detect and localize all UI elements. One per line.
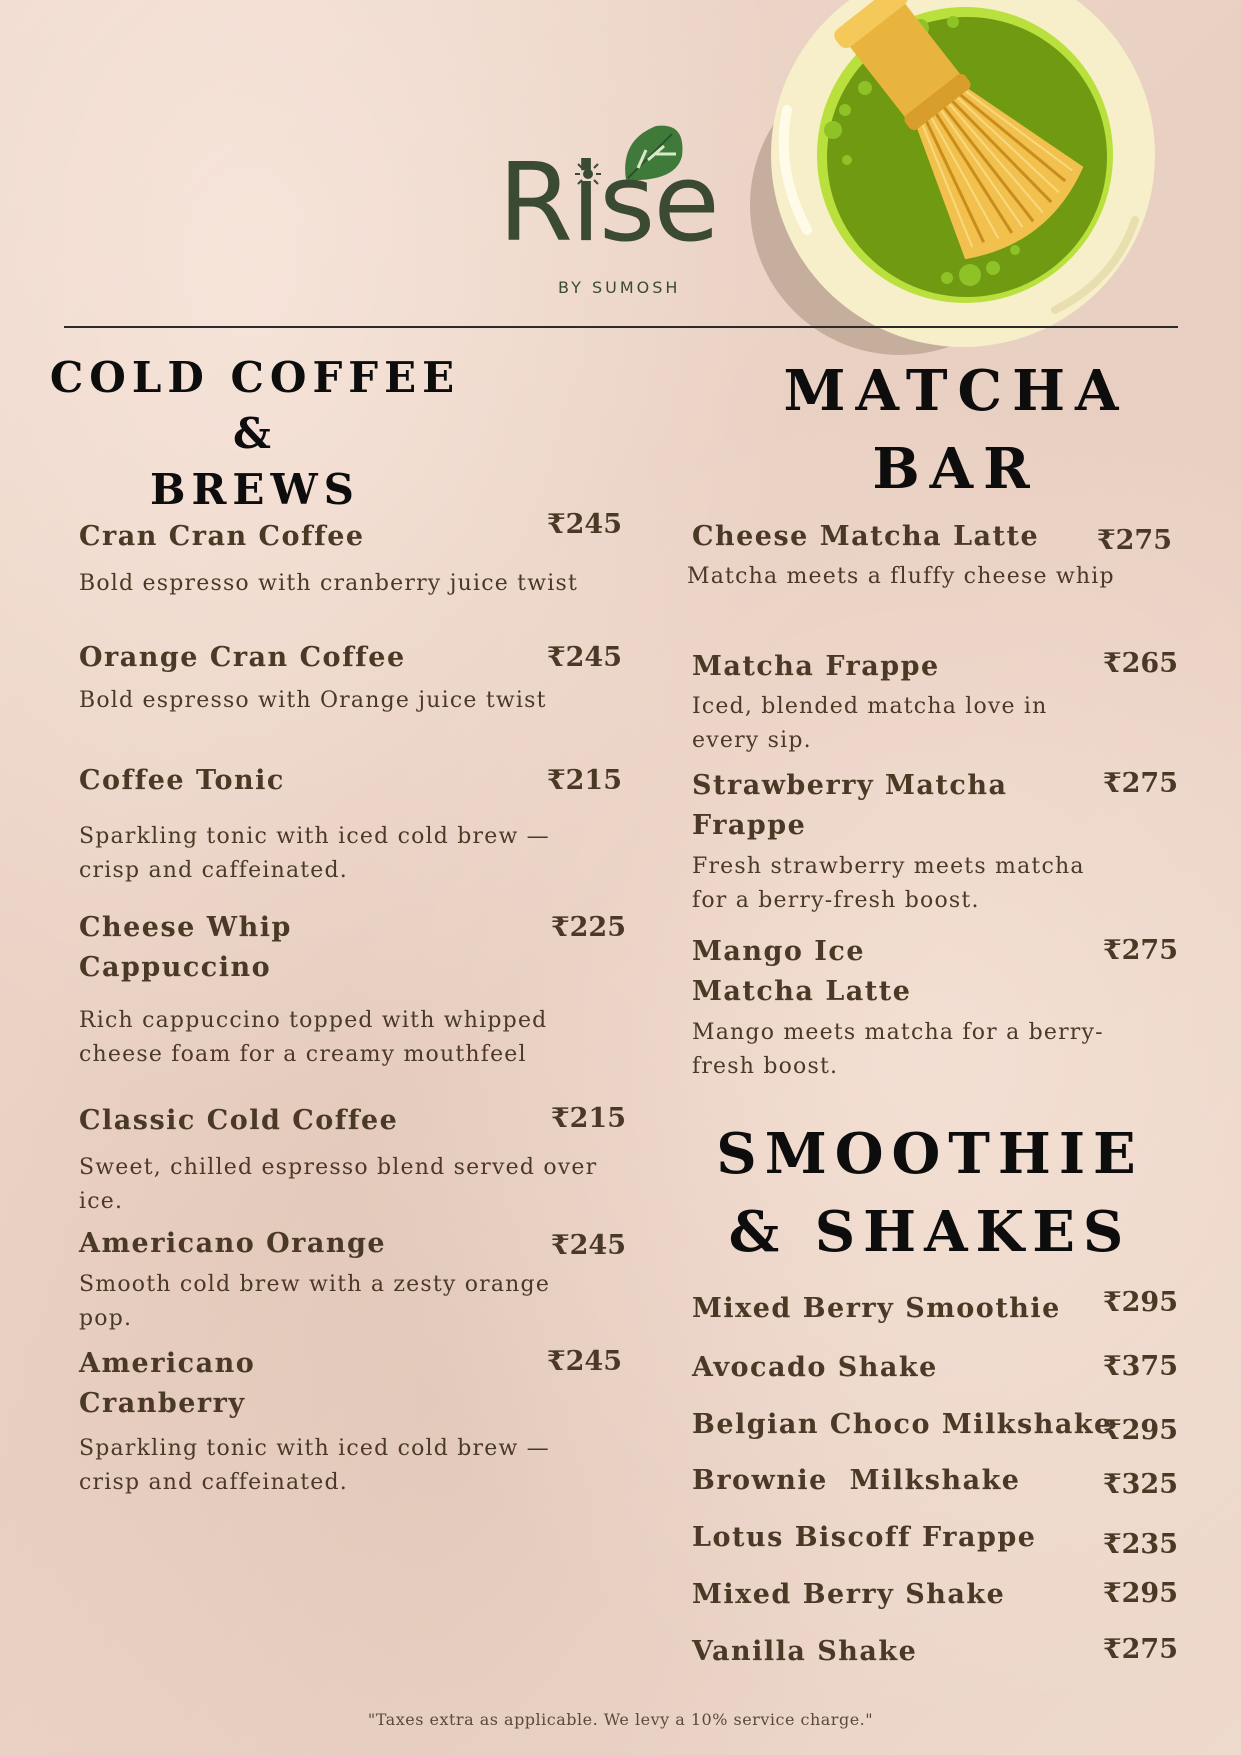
smoothie-shakes-title [700, 1115, 1160, 1271]
menu-item-name: Brownie Milkshake [692, 1465, 1021, 1496]
menu-item-name: Cran Cran Coffee [79, 521, 365, 552]
menu-item-name: Americano Cranberry [79, 1348, 256, 1419]
smoothie-title-line1: SMOOTHIE [716, 1121, 1144, 1187]
menu-item-desc: Bold espresso with cranberry juice twist [79, 571, 579, 596]
menu-item-desc: Fresh strawberry meets matcha for a berry-fresh boost. [692, 854, 1085, 913]
menu-item-desc: Sparkling tonic with iced cold brew — crisp and caffeinated. [79, 824, 550, 883]
menu-item-price: ₹245 [550, 1230, 626, 1261]
menu-item-name: Mixed Berry Smoothie [692, 1293, 1061, 1324]
menu-item-desc: Sweet, chilled espresso blend served over ice. [79, 1155, 598, 1214]
menu-item-desc: Bold espresso with Orange juice twist [79, 688, 547, 713]
menu-item-name: Lotus Biscoff Frappe [692, 1522, 1037, 1553]
menu-item-name: Orange Cran Coffee [79, 642, 406, 673]
header-divider [64, 326, 1178, 328]
menu-item-price: ₹235 [1102, 1529, 1178, 1560]
menu-item-price: ₹245 [546, 509, 622, 540]
cold-coffee-title [40, 350, 470, 518]
menu-item-price: ₹245 [546, 642, 622, 673]
menu-item-price: ₹225 [550, 912, 626, 943]
menu-item-name: Classic Cold Coffee [79, 1105, 399, 1136]
menu-item-price: ₹275 [1102, 1634, 1178, 1665]
menu-item-name: Mixed Berry Shake [692, 1579, 1006, 1610]
matcha-title-line1: MATCHA [783, 358, 1129, 424]
menu-item-desc: Sparkling tonic with iced cold brew — crisp and caffeinated. [79, 1436, 550, 1495]
brand-logo [498, 120, 748, 305]
menu-item-price: ₹375 [1102, 1351, 1178, 1382]
brand-subtitle: BY SUMOSH [558, 278, 681, 297]
menu-item-name: Matcha Frappe [692, 651, 940, 682]
matcha-bowl-illustration [715, 0, 1205, 390]
cold-title-line2: BREWS [150, 465, 360, 514]
menu-item-desc: Mango meets matcha for a berry- fresh boost. [692, 1020, 1104, 1079]
smoothie-title-line2: & SHAKES [728, 1199, 1132, 1265]
menu-item-price: ₹275 [1102, 935, 1178, 966]
tax-footnote: "Taxes extra as applicable. We levy a 10% service charge." [367, 1710, 874, 1729]
matcha-bar-title [760, 352, 1152, 508]
menu-item-name: Coffee Tonic [79, 765, 285, 796]
menu-item-price: ₹215 [546, 765, 622, 796]
menu-item-desc: Rich cappuccino topped with whipped cheese foam for a creamy mouthfeel [79, 1008, 548, 1067]
menu-item-price: ₹215 [550, 1103, 626, 1134]
menu-item-price: ₹295 [1102, 1415, 1178, 1446]
menu-item-name: Mango Ice Matcha Latte [692, 936, 912, 1007]
menu-item-name: Americano Orange [79, 1228, 387, 1259]
menu-item-price: ₹245 [546, 1346, 622, 1377]
cold-title-line1: COLD COFFEE & [49, 353, 461, 458]
menu-item-name: Cheese Matcha Latte [692, 521, 1040, 552]
menu-item-name: Avocado Shake [692, 1352, 938, 1383]
menu-item-price: ₹275 [1102, 768, 1178, 799]
menu-item-desc: Matcha meets a fluffy cheese whip [687, 564, 1115, 589]
menu-item-price: ₹265 [1102, 648, 1178, 679]
menu-item-price: ₹325 [1102, 1469, 1178, 1500]
menu-item-name: Strawberry Matcha Frappe [692, 770, 1008, 841]
brand-name: Rise [498, 141, 718, 266]
menu-item-price: ₹295 [1102, 1287, 1178, 1318]
menu-item-price: ₹275 [1096, 525, 1172, 556]
menu-item-desc: Iced, blended matcha love in every sip. [692, 694, 1048, 753]
menu-item-name: Cheese Whip Cappuccino [79, 912, 292, 983]
menu-item-desc: Smooth cold brew with a zesty orange pop. [79, 1272, 551, 1331]
menu-item-name: Belgian Choco Milkshake [692, 1409, 1113, 1440]
matcha-title-line2: BAR [872, 436, 1040, 502]
menu-item-price: ₹295 [1102, 1578, 1178, 1609]
menu-item-name: Vanilla Shake [692, 1636, 918, 1667]
